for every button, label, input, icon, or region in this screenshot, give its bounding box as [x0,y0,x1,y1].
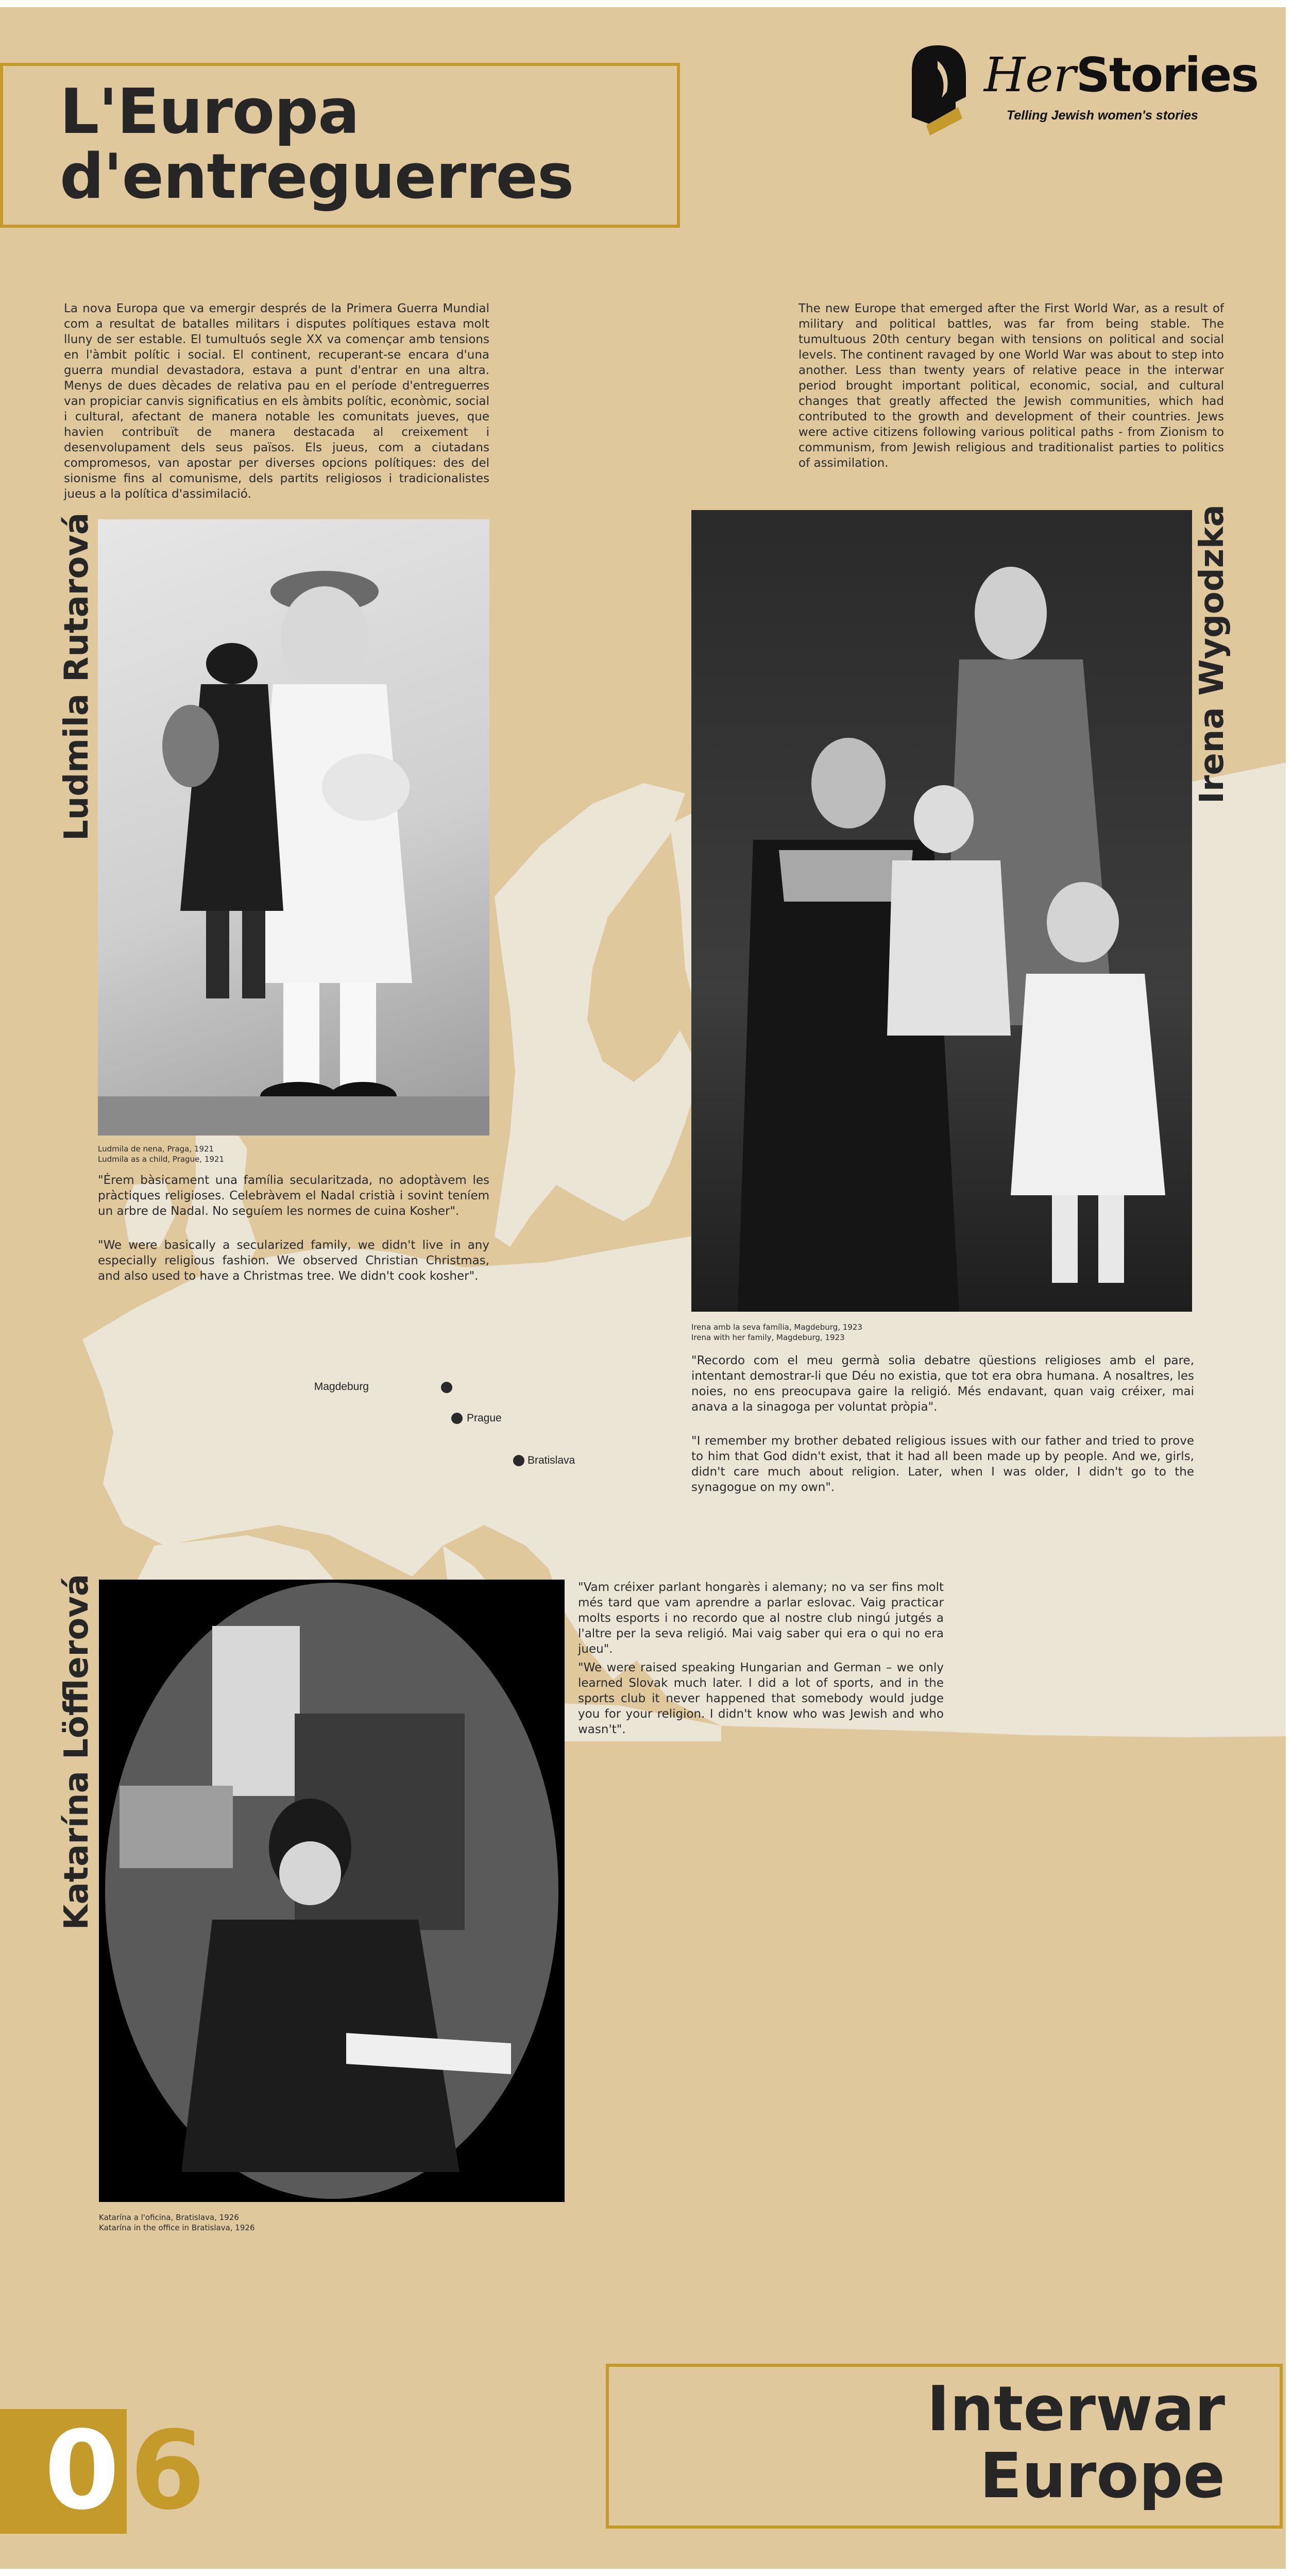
ludmila-name-vertical: Ludmila Rutarová [58,512,96,841]
irena-quote-en: "I remember my brother debated religious issues with our father and tried to prove to him that God didn't exist, that it had all been made up by people. And we, girls, didn't care much about religion. Later, when I was older, I didn't go to the synagogue on my own". [691,1434,1194,1494]
logo-wordmark [984,49,1258,101]
logo-her: Her [984,47,1076,103]
city-label-bratislava: Bratislava [528,1454,575,1466]
ludmila-quote-en: "We were basically a secularized family, we didn't live in any especially religious fashion. We observed Christian Christmas, and also used to have a Christmas tree. We didn't cook kosher". [98,1239,489,1283]
katarina-caption-en: Katarína in the office in Bratislava, 1926 [99,2223,255,2232]
katarina-name-vertical: Katarína Löfflerová [58,1573,96,1930]
city-dot-prague [451,1413,463,1424]
page-title-line-1: L'Europa [60,76,360,148]
katarina-caption-ca: Katarína a l'oficina, Bratislava, 1926 [99,2213,239,2222]
page-title [60,76,574,213]
footer-title-line-1: Interwar [926,2374,1225,2445]
logo-stories: Stories [1076,47,1259,103]
ludmila-quote-ca: "Érem bàsicament una família secularitzada, no adoptàvem les pràctiques religioses. Celebràvem el Nadal cristià i sovint teníem un arbre de Nadal. No seguíem les normes de cuina Kosher". [98,1174,489,1218]
city-dot-magdeburg [441,1382,452,1393]
city-label-prague: Prague [467,1412,502,1424]
katarina-photo [99,1580,565,2202]
herstories-logo [902,40,1259,138]
footer-title-line-2: Europe [979,2441,1225,2512]
irena-name-vertical: Irena Wygodzka [1193,504,1231,804]
city-label-magdeburg: Magdeburg [314,1381,369,1393]
city-dot-bratislava [513,1455,524,1466]
logo-tagline: Telling Jewish women's stories [1007,108,1198,123]
katarina-quote-en: "We were raised speaking Hungarian and German – we only learned Slovak much later. I did a lot of sports, and in the sports club it never happened that somebody would judge you for your religion. I didn't know who was Jewish and who wasn't". [578,1661,944,1736]
katarina-quote-ca: "Vam créixer parlant hongarès i alemany; no va ser fins molt més tard que vam aprendre a parlar eslovac. Vaig practicar molts esports i no recordo que al nostre club ningú jutgés a l'altre per la seva religió. Mai vaig saber qui era o qui no era jueu". [578,1581,944,1656]
section-number-digit-1: 0 [44,2408,120,2534]
irena-caption [691,1322,1192,1343]
irena-caption-en: Irena with her family, Magdeburg, 1923 [691,1333,845,1342]
ludmila-caption [98,1144,489,1164]
irena-quote-ca: "Recordo com el meu germà solia debatre qüestions religioses amb el pare, intentant demostrar-li que Déu no existia, que tot era obra humana. A nosaltres, les noies, no ens preocupava gaire la religió. Més endavant, quan vaig créixer, mai anava a la sinagoga per voluntat pròpia". [691,1354,1194,1414]
intro-text-english: The new Europe that emerged after the First World War, as a result of military and political battles, was far from being stable. The tumultuous 20th century began with tensions on political and social levels. The continent ravaged by one World War was about to step into another. Less than twenty years of relative peace in the interwar period brought important political, economic, social, and cultural changes that greatly affected the Jewish communities, which had contributed to the growth and development of their countries. Jews were active citizens following various political paths - from Zionism to communism, from Jewish religious and traditionalist parties to politics of assimilation. [798,302,1224,470]
footer-title [927,2376,1225,2510]
intro-text-catalan: La nova Europa que va emergir després de la Primera Guerra Mundial com a resultat de batalles militars i disputes polítiques estava molt lluny de ser estable. El tumultuós segle XX va començar amb tensions en l'àmbit polític i social. El continent, recuperant-se encara d'una guerra mundial devastadora, estava a punt d'entrar en una altra. Menys de dues dècades de relativa pau en el període d'entreguerres van propiciar canvis significatius en els àmbits polític, econòmic, social i cultural, afectant de manera notable les comunitats jueves, que havien contribuït de manera destacada al creixement i desenvolupament dels seus països. Els jueus, com a ciutadans compromesos, van apostar per diverses opcions polítiques: des del sionisme fins al comunisme, dels partits religiosos i tradicionalistes jueus a la política d'assimilació. [64,302,489,501]
irena-photo [691,510,1192,1312]
ludmila-caption-ca: Ludmila de nena, Praga, 1921 [98,1144,214,1154]
section-number-digit-2: 6 [130,2408,206,2534]
profile-book-icon [902,40,974,138]
irena-caption-ca: Irena amb la seva família, Magdeburg, 1923 [691,1323,862,1332]
katarina-caption [99,2212,565,2233]
ludmila-caption-en: Ludmila as a child, Prague, 1921 [98,1155,225,1164]
page-title-line-2: d'entreguerres [60,141,574,213]
ludmila-photo [98,519,489,1136]
